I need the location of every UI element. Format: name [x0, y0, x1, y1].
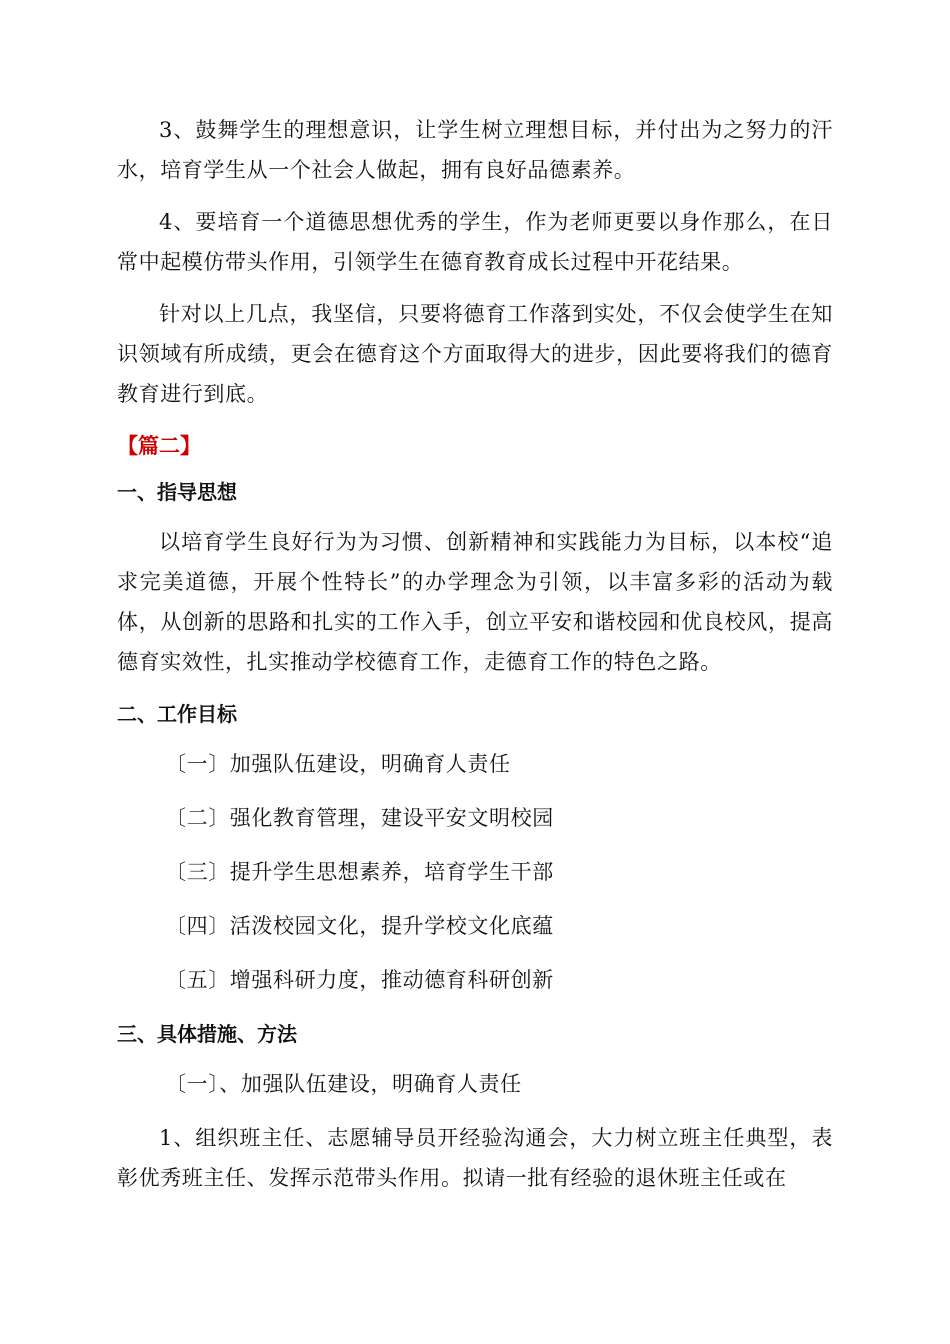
- goal-item: 〔一〕加强队伍建设，明确育人责任: [165, 752, 511, 776]
- paragraph-guiding-ideology: 以培育学生良好行为为习惯、创新精神和实践能力为目标，以本校“追求完美道德，开展个性特长”的办学理念为引领，以丰富多彩的活动为载体，从创新的思路和扎实的工作入手，创立平安和谐校园和优良校风，提高德育实效性，扎实推动学校德育工作，走德育工作的特色之路。: [117, 530, 833, 674]
- document-content: [117, 110, 833, 1210]
- heading-measures: 三、具体措施、方法: [117, 1022, 297, 1046]
- paragraph-conclusion: 针对以上几点，我坚信，只要将德育工作落到实处，不仅会使学生在知识领域有所成绩，更会在德育这个方面取得大的进步，因此要将我们的德育教育进行到底。: [117, 302, 833, 406]
- goal-item: 〔五〕增强科研力度，推动德育科研创新: [165, 968, 554, 992]
- paragraph-item-4: 4、要培育一个道德思想优秀的学生，作为老师更要以身作那么，在日常中起模仿带头作用，引领学生在德育教育成长过程中开花结果。: [117, 210, 833, 274]
- heading-work-goals: 二、工作目标: [117, 702, 237, 726]
- section-title: 【篇二】: [117, 434, 201, 458]
- goal-item: 〔三〕提升学生思想素养，培育学生干部: [165, 860, 554, 884]
- paragraph-measure-1: 1、组织班主任、志愿辅导员开经验沟通会，大力树立班主任典型，表彰优秀班主任、发挥示范带头作用。拟请一批有经验的退休班主任或在: [117, 1126, 833, 1190]
- goal-item: 〔四〕活泼校园文化，提升学校文化底蕴: [165, 914, 554, 938]
- goal-item: 〔二〕强化教育管理，建设平安文明校园: [165, 806, 554, 830]
- paragraph-item-3: 3、鼓舞学生的理想意识，让学生树立理想目标，并付出为之努力的汗水，培育学生从一个社会人做起，拥有良好品德素养。: [117, 118, 833, 182]
- heading-guiding-ideology: 一、指导思想: [117, 480, 237, 504]
- measure-subheading: 〔一〕、加强队伍建设，明确育人责任: [165, 1072, 522, 1096]
